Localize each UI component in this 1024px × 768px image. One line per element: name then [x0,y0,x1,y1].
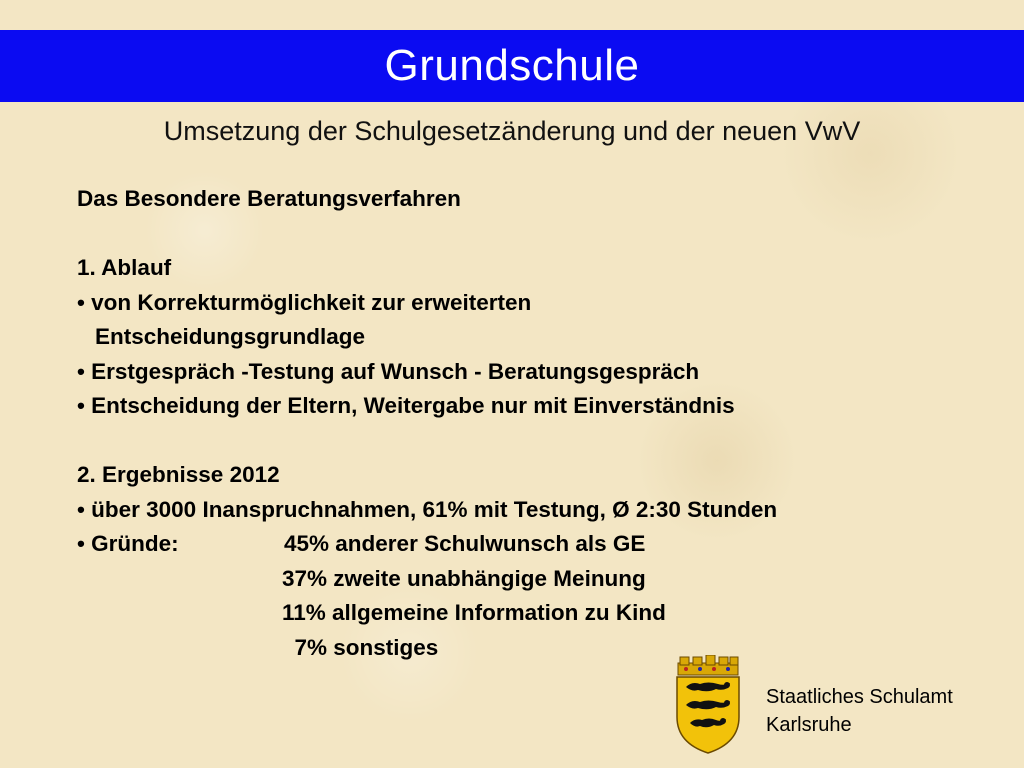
section1-bullet2: • Erstgespräch -Testung auf Wunsch - Beratungsgespräch [77,358,700,384]
office-line1: Staatliches Schulamt [766,686,953,708]
office-name [766,683,953,739]
content-heading: Das Besondere Beratungsverfahren [77,186,461,211]
reasons-label: • Gründe: [77,531,179,556]
slide-content [77,182,777,665]
spacer [77,424,777,459]
section1-title: 1. Ablauf [77,255,172,280]
section2-bullet1: • über 3000 Inanspruchnahmen, 61% mit Testung, Ø 2:30 Stunden [77,496,778,522]
section1-bullet1-continuation: Entscheidungsgrundlage [95,324,366,349]
footer [672,655,1012,760]
coat-of-arms-icon [672,655,744,755]
section2-reasons-row [77,527,777,562]
spacer [77,217,777,252]
section1-bullet1: • von Korrekturmöglichkeit zur erweiterten [77,289,532,315]
section1-bullet3: • Entscheidung der Eltern, Weitergabe nur mit Einverständnis [77,393,735,418]
slide-title: Grundschule [384,41,640,90]
section2-title: 2. Ergebnisse 2012 [77,462,280,487]
slide-subtitle: Umsetzung der Schulgesetzänderung und der neuen VwV [163,116,861,146]
title-bar [0,30,1024,102]
crown-icon [678,655,738,675]
reason-item: 45% anderer Schulwunsch als GE [284,531,646,556]
office-line2: Karlsruhe [766,714,852,736]
reason-item: 37% zweite unabhängige Meinung [282,565,646,591]
reason-item: 11% allgemeine Information zu Kind [282,600,666,625]
reason-item: 7% sonstiges [282,634,439,660]
